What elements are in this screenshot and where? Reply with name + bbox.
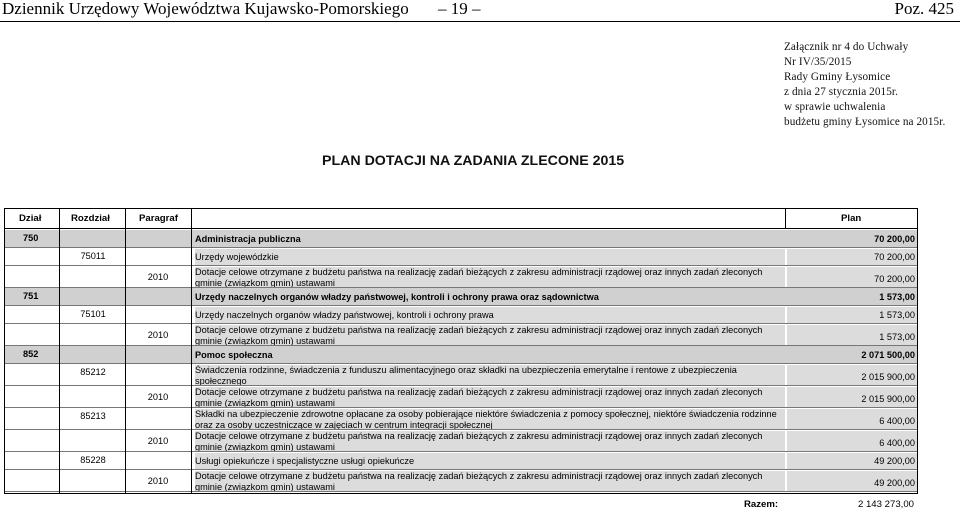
table-row [5,266,917,288]
dzial-code: 852 [23,349,39,359]
row-plan-value: 2 015 900,00 [787,387,917,407]
total-row [4,493,918,515]
annex-line: Załącznik nr 4 do Uchwały [784,41,909,53]
table-row [5,248,917,266]
page-header [0,0,960,22]
table-row [5,230,917,248]
row-description: Dotacje celowe otrzymane z budżetu państwa na realizację zadań bieżących z zakresu administracji rządowej oraz innych zadań zleconych gminie (związkom gmin) ustawami [195,325,785,345]
annex-line: Nr IV/35/2015 [784,56,852,68]
row-description: Dotacje celowe otrzymane z budżetu państwa na realizację zadań bieżących z zakresu administracji rządowej oraz innych zadań zleconych gminie (związkom gmin) ustawami [195,471,785,491]
annex-line: Rady Gminy Łysomice [784,71,891,83]
row-description: Urzędy naczelnych organów władzy państwowej, kontroli i ochrony prawa oraz sądownictwa [195,292,599,302]
row-description: Urzędy wojewódzkie [195,249,785,265]
row-description: Dotacje celowe otrzymane z budżetu państwa na realizację zadań bieżących z zakresu administracji rządowej oraz innych zadań zleconych gminie (związkom gmin) ustawami [195,431,785,451]
row-plan-value: 70 200,00 [874,234,915,244]
row-description: Świadczenia rodzinne, świadczenia z funduszu alimentacyjnego oraz składki na ubezpieczenia emerytalne i rentowe z ubezpieczenia społecznego [195,365,785,385]
row-plan-value: 2 071 500,00 [861,350,915,360]
annex-note [784,40,945,130]
header-dzial: Dział [19,213,42,224]
position-number: Poz. 425 [894,0,954,18]
header-paragraf: Paragraf [139,213,178,224]
rozdzial-code: 75011 [80,251,106,261]
paragraf-code: 2010 [147,272,169,282]
row-description: Dotacje celowe otrzymane z budżetu państwa na realizację zadań bieżących z zakresu administracji rządowej oraz innych zadań zleconych gminie (związkom gmin) ustawami [195,267,785,287]
row-plan-value: 70 200,00 [787,267,917,287]
total-label: Razem: [744,499,779,510]
row-plan-value: 6 400,00 [787,431,917,451]
paragraf-code: 2010 [147,476,169,486]
table-row [5,346,917,364]
dzial-code: 751 [23,291,39,301]
annex-line: z dnia 27 stycznia 2015r. [784,86,899,98]
dzial-code: 750 [23,233,39,243]
table-row [5,288,917,306]
journal-title: Dziennik Urzędowy Województwa Kujawsko-Pomorskiego [2,0,409,18]
row-plan-value: 2 015 900,00 [787,365,917,385]
row-plan-value: 70 200,00 [787,249,917,265]
row-description: Urzędy naczelnych organów władzy państwowej, kontroli i ochrony prawa [195,307,785,323]
rozdzial-code: 85213 [80,411,106,421]
table-row [5,430,917,452]
header-plan: Plan [841,213,862,224]
row-description: Usługi opiekuńcze i specjalistyczne usługi opiekuńcze [195,453,785,469]
table-row [5,452,917,470]
page-number: – 19 – [438,0,481,18]
table-header [5,209,917,229]
annex-line: w sprawie uchwalenia [784,101,886,113]
annex-line: budżetu gminy Łysomice na 2015r. [784,116,946,128]
col-divider [59,209,60,509]
table-row [5,408,917,430]
budget-table [4,208,918,515]
table-row [5,386,917,408]
row-plan-value: 1 573,00 [787,325,917,345]
document-title: PLAN DOTACJI NA ZADANIA ZLECONE 2015 [322,153,625,169]
row-plan-value: 1 573,00 [787,307,917,323]
row-description: Pomoc społeczna [195,350,273,360]
row-description: Dotacje celowe otrzymane z budżetu państwa na realizację zadań bieżących z zakresu administracji rządowej oraz innych zadań zleconych gminie (związkom gmin) ustawami [195,387,785,407]
row-plan-value: 49 200,00 [787,471,917,491]
row-description: Składki na ubezpieczenie zdrowotne opłacane za osoby pobierające niektóre świadczenia z pomocy społecznej, niektóre świadczenia rodzinne oraz za osoby uczestniczące w zajęciach w centrum integracji społecznej [195,409,785,429]
table-row [5,470,917,492]
rozdzial-code: 75101 [80,309,106,319]
paragraf-code: 2010 [147,330,169,340]
row-description: Administracja publiczna [195,234,301,244]
header-rozdzial: Rozdział [71,213,110,224]
total-value: 2 143 273,00 [857,499,914,510]
col-divider [191,209,192,509]
paragraf-code: 2010 [147,392,169,402]
col-divider [785,209,786,229]
table-row [5,306,917,324]
rozdzial-code: 85228 [80,455,106,465]
col-divider [125,209,126,509]
row-plan-value: 1 573,00 [879,292,915,302]
row-plan-value: 6 400,00 [787,409,917,429]
paragraf-code: 2010 [147,436,169,446]
table-row [5,324,917,346]
row-plan-value: 49 200,00 [787,453,917,469]
rozdzial-code: 85212 [80,367,106,377]
table-row [5,364,917,386]
